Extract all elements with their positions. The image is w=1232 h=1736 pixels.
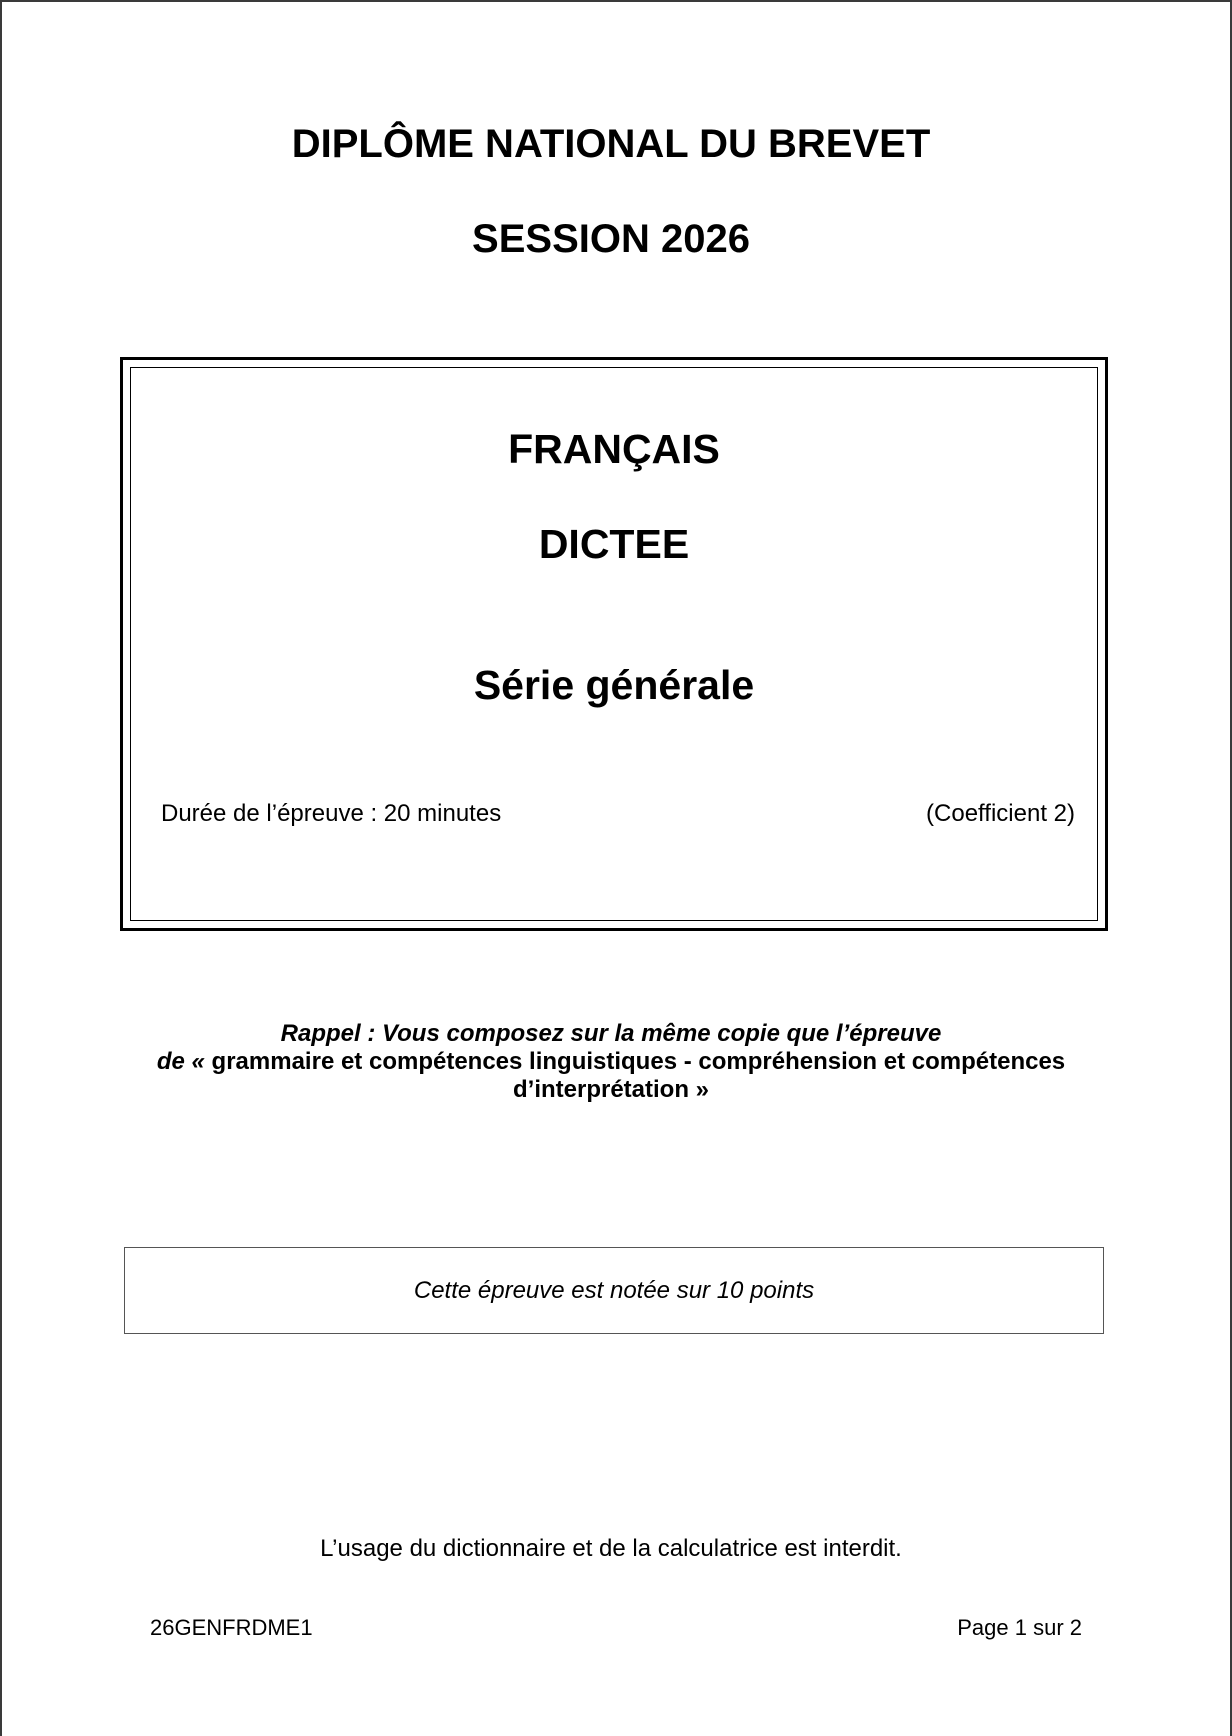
reminder-line-2 <box>2 1048 1220 1076</box>
reminder-line-1: Rappel : Vous composez sur la même copie que l’épreuve <box>280 1020 942 1047</box>
document-code: 26GENFRDME1 <box>150 1615 313 1640</box>
usage-notice: L’usage du dictionnaire et de la calculatrice est interdit. <box>320 1535 902 1562</box>
exam-info-frame <box>120 357 1108 931</box>
reminder-notice <box>2 1020 1220 1104</box>
page-number: Page 1 sur 2 <box>957 1615 1082 1640</box>
subject-heading: FRANÇAIS <box>508 426 720 472</box>
session-label: SESSION 2026 <box>472 217 750 261</box>
exam-title: DIPLÔME NATIONAL DU BREVET <box>291 122 931 166</box>
points-box <box>124 1247 1104 1334</box>
coefficient-text: (Coefficient 2) <box>926 800 1075 827</box>
reminder-line-3: d’interprétation » <box>512 1076 710 1103</box>
series-heading: Série générale <box>473 662 755 708</box>
points-text: Cette épreuve est notée sur 10 points <box>413 1277 815 1304</box>
reminder-line-2-prefix: de « <box>156 1048 205 1075</box>
reminder-line-2-rest: grammaire et compétences linguistiques - compréhension et compétences <box>204 1048 1066 1075</box>
exam-info-inner-frame <box>130 367 1098 921</box>
test-heading: DICTEE <box>538 521 690 567</box>
duration-text: Durée de l’épreuve : 20 minutes <box>161 800 502 827</box>
